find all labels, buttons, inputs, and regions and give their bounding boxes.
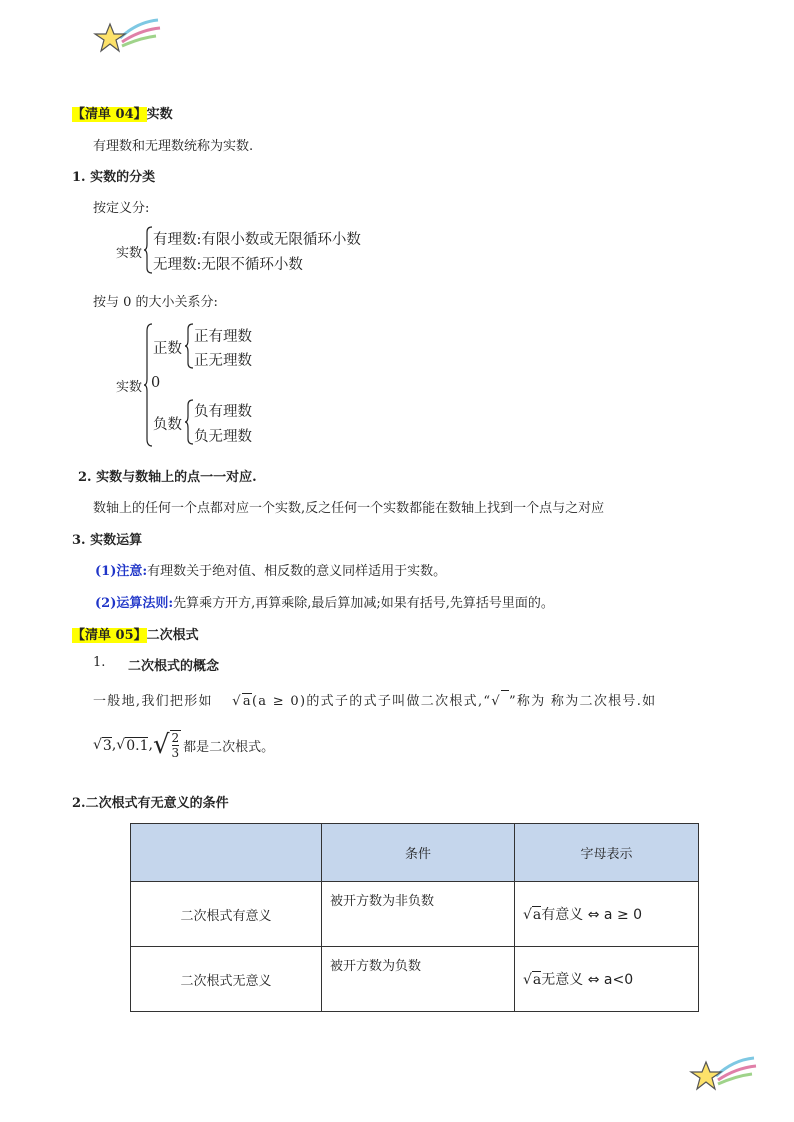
table-cell-cond: 被开方数为负数 [322, 947, 515, 1012]
note-label: (1)注意: [95, 564, 148, 579]
negative-label: 负数 [153, 417, 182, 433]
table-header-row [131, 824, 699, 882]
pos-irrational: 正无理数 [194, 353, 252, 369]
intro-text: 有理数和无理数统称为实数. [93, 139, 254, 154]
example-3-fraction [170, 730, 182, 760]
s2-title: 2. 实数与数轴上的点一一对应. [78, 470, 257, 485]
brace-negative [184, 399, 194, 445]
heading-title-05: 二次根式 [146, 628, 199, 643]
s2-text: 数轴上的任何一个点都对应一个实数,反之任何一个实数都能在数轴上找到一个点与之对应 [93, 501, 605, 516]
irrational-def: 无理数:无限不循环小数 [153, 257, 303, 273]
concept-text-a: 一般地,我们把形如 [93, 694, 213, 709]
brace-positive [184, 323, 194, 369]
symbol-meaning: 有意义 [541, 907, 584, 923]
sqrt-icon: √ [523, 907, 532, 923]
table-cell-cond: 被开方数为非负数 [322, 882, 515, 947]
concept-text-p2: 都是二次根式。 [183, 739, 275, 755]
symbol-relation: ⇔ a<0 [587, 972, 634, 988]
sqrt-sign-icon: √ [491, 694, 501, 709]
sqrt-condition: (a ≥ 0) [251, 694, 307, 709]
s3-title: 3. 实数运算 [72, 533, 143, 548]
table-header-cell [131, 824, 322, 882]
table-cell-symbol [515, 882, 699, 947]
table-cell-name: 二次根式有意义 [131, 882, 322, 947]
symbol-radicand: a [532, 907, 542, 923]
concept-text-b: 的式子的式子叫做二次根式,“ [306, 694, 492, 709]
example-1: 3 [102, 737, 112, 754]
sqrt-icon: √ [523, 972, 532, 988]
table-header-cell: 字母表示 [515, 824, 699, 882]
section-heading-04 [72, 103, 173, 122]
table-row [131, 882, 699, 947]
rule-text: 先算乘方开方,再算乘除,最后算加减;如果有括号,先算括号里面的。 [173, 596, 554, 611]
table-cell-name: 二次根式无意义 [131, 947, 322, 1012]
section-heading-05 [72, 624, 199, 643]
neg-rational: 负有理数 [194, 404, 252, 420]
s1-title: 1. 实数的分类 [72, 170, 156, 185]
symbol-radicand: a [532, 972, 542, 988]
sqrt-icon-3: √ [152, 730, 170, 760]
neg-irrational: 负无理数 [194, 429, 252, 445]
rational-def: 有理数:有限小数或无限循环小数 [153, 232, 361, 248]
concept-num: 1. [93, 655, 106, 670]
s3-rule [95, 592, 554, 611]
brace-1 [143, 226, 153, 274]
star-decoration-bottom [688, 1054, 758, 1094]
fraction-denominator: 3 [171, 746, 180, 760]
by-definition-label: 按定义分: [93, 201, 150, 216]
by-size-label: 按与 0 的大小关系分: [93, 295, 218, 310]
star-decoration-top [92, 16, 162, 56]
concept-title: 二次根式的概念 [128, 659, 220, 674]
table-cell-symbol [515, 947, 699, 1012]
positive-label: 正数 [153, 341, 182, 357]
symbol-relation: ⇔ a ≥ 0 [587, 907, 643, 923]
sqrt-symbol: √ [232, 694, 242, 709]
cond-title: 2.二次根式有无意义的条件 [72, 796, 229, 811]
real-label-2: 实数 [116, 380, 143, 395]
concept-para-1 [93, 690, 656, 709]
fraction-numerator: 2 [171, 731, 180, 745]
sqrt-icon-2: √ [116, 737, 126, 753]
note-text: 有理数关于绝对值、相反数的意义同样适用于实数。 [147, 564, 447, 579]
real-label-1: 实数 [116, 246, 143, 261]
zero-label: 0 [151, 375, 161, 391]
symbol-meaning: 无意义 [541, 972, 584, 988]
sqrt-radicand: a [242, 694, 252, 709]
table-row [131, 947, 699, 1012]
table-header-cell: 条件 [322, 824, 515, 882]
rule-label: (2)运算法则: [95, 596, 174, 611]
heading-tag-04: 【清单 04】 [72, 107, 147, 122]
s3-note [95, 560, 446, 579]
example-2: 0.1 [126, 737, 149, 754]
pos-rational: 正有理数 [194, 329, 252, 345]
conditions-table [130, 823, 699, 1012]
concept-text-c: ”称为 称为二次根号.如 [508, 694, 657, 709]
heading-tag-05: 【清单 05】 [72, 628, 147, 643]
heading-title-04: 实数 [146, 107, 173, 122]
concept-para-2: √ 3 , √ 0.1 , √ $\frac{2}{3}$ 都是二次根式。 [93, 730, 275, 760]
sqrt-icon-1: √ [93, 737, 102, 753]
